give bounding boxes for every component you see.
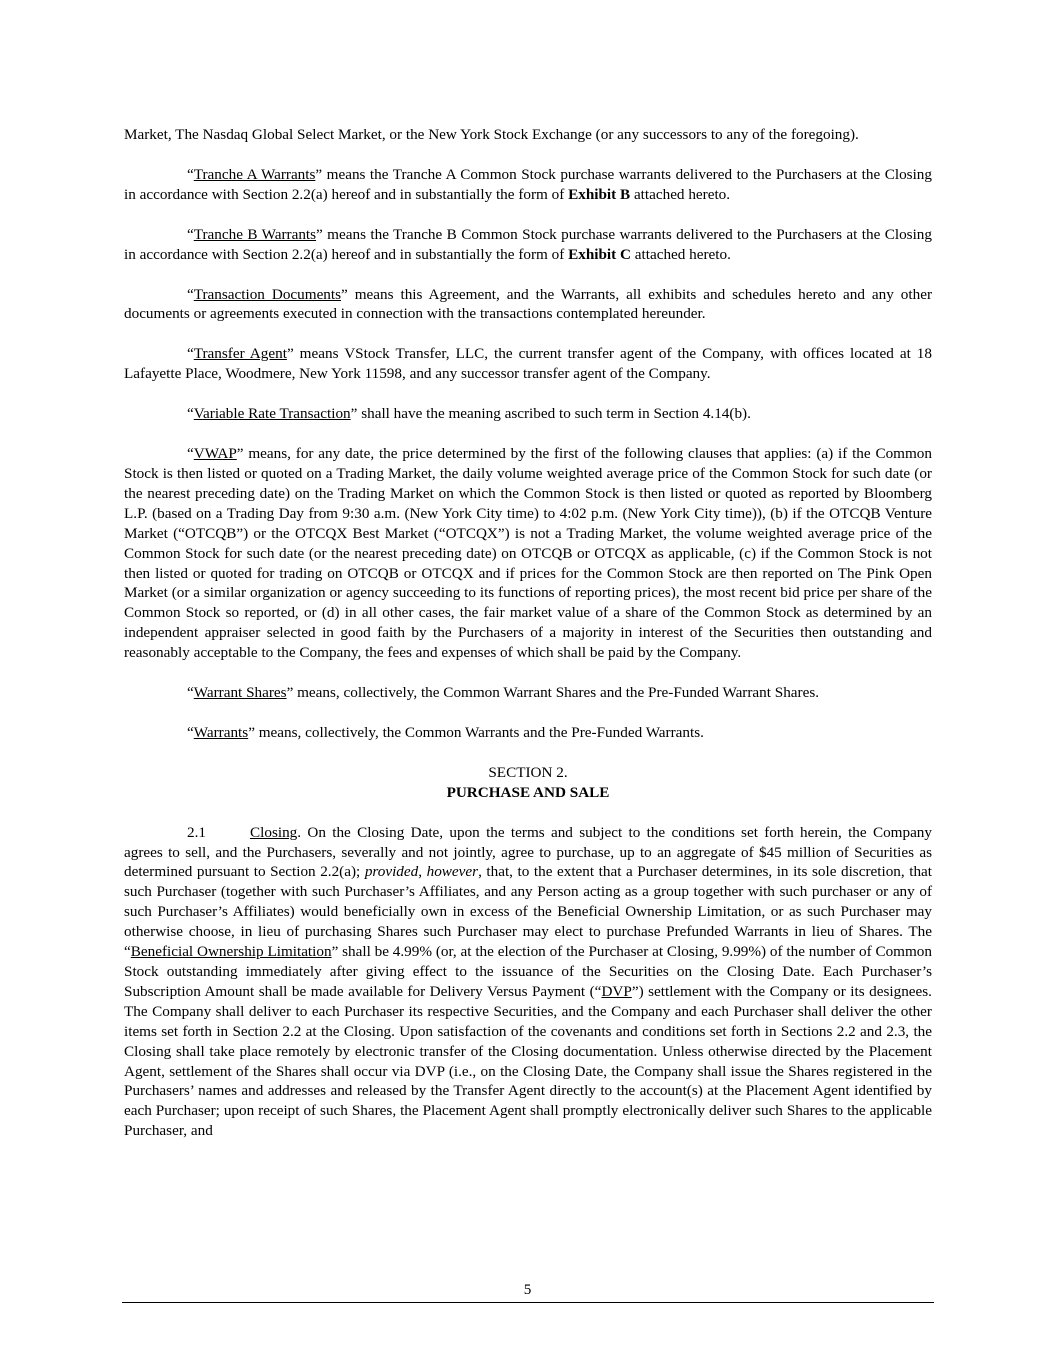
definition-vwap: “VWAP” means, for any date, the price determined by the first of the following clauses that applies: (a) if the Common Stock is then listed or quoted on a Trading Market, the daily volume weighted average price of the Common Stock for such date (or the nearest preceding date) on the Trading Market on which the Common Stock is then listed or quoted as reported by Bloomberg L.P. (based on a Trading Day from 9:30 a.m. (New York City time) to 4:02 p.m. (New York City time)), (b) if the OTCQB Venture Market (“OTCQB”) or the OTCQX Best Market (“OTCQX”) is not a Trading Market, the volume weighted average price of the Common Stock for such date (or the nearest preceding date) on OTCQB or OTCQX as applicable, (c) if the Common Stock is not then listed or quoted for trading on OTCQB or OTCQX and if prices for the Common Stock are then reported on The Pink Open Market (or a similar organization or agency succeeding to its functions of reporting prices), the most recent bid price per share of the Common Stock so reported, or (d) in all other cases, the fair market value of a share of the Common Stock as determined by an independent appraiser selected in good faith by the Purchasers of a majority in interest of the Securities then outstanding and reasonably acceptable to the Company, the fees and expenses of which shall be paid by the Company. [124,445,932,662]
exhibit-reference: Exhibit B [568,185,631,203]
defined-term: Warrant Shares [193,684,287,702]
defined-term: Tranche A Warrants [193,165,316,183]
defined-term: Tranche B Warrants [193,225,317,243]
definition-variable-rate-transaction: “Variable Rate Transaction” shall have the meaning ascribed to such term in Section 4.14(b). [187,405,751,423]
defined-term: DVP [601,982,632,1000]
definition-tranche-a-warrants: “Tranche A Warrants” means the Tranche A Common Stock purchase warrants delivered to the Purchasers at the Closing in accordance with Section 2.2(a) hereof and in substantially the form of Exhibit B attached hereto. [124,165,932,203]
clause-number: 2.1 [187,823,206,841]
defined-term: Warrants [193,723,249,741]
definition-transaction-documents: “Transaction Documents” means this Agreement, and the Warrants, all exhibits and schedules hereto and any other documents or agreements executed in connection with the transactions contemplated hereunder. [124,285,932,323]
defined-term: Variable Rate Transaction [193,405,351,423]
defined-term: Transfer Agent [193,345,287,363]
continuation-paragraph: Market, The Nasdaq Global Select Market, or the New York Stock Exchange (or any successors to any of the foregoing). [124,126,859,143]
document-page [124,125,932,1161]
section-heading [124,763,932,803]
section-title: PURCHASE AND SALE [446,783,610,801]
defined-term: Beneficial Ownership Limitation [130,943,332,961]
section-number: SECTION 2. [488,763,568,781]
defined-term: Transaction Documents [193,285,342,303]
definition-warrants: “Warrants” means, collectively, the Common Warrants and the Pre-Funded Warrants. [187,723,704,741]
definition-warrant-shares: “Warrant Shares” means, collectively, the Common Warrant Shares and the Pre-Funded Warrant Shares. [187,684,820,702]
definition-transfer-agent: “Transfer Agent” means VStock Transfer, LLC, the current transfer agent of the Company, with offices located at 18 Lafayette Place, Woodmere, New York 11598, and any successor transfer agent of the Company. [124,345,932,383]
exhibit-reference: Exhibit C [568,245,631,263]
defined-term: VWAP [193,445,237,463]
footer-rule [122,1302,934,1303]
page-number: 5 [523,1281,532,1298]
definition-tranche-b-warrants: “Tranche B Warrants” means the Tranche B Common Stock purchase warrants delivered to the Purchasers at the Closing in accordance with Section 2.2(a) hereof and in substantially the form of Exhibit C attached hereto. [124,225,932,263]
clause-2-1-closing: 2.1 Closing. On the Closing Date, upon the terms and subject to the conditions set forth herein, the Company agrees to sell, and the Purchasers, severally and not jointly, agree to purchase, up to an aggregate of $45 million of Securities as determined pursuant to Section 2.2(a); provided, however, that, to the extent that a Purchaser determines, in its sole discretion, that such Purchaser (together with such Purchaser’s Affiliates, and any Person acting as a group together with such purchaser or any of such Purchaser’s Affiliates) would beneficially own in excess of the Beneficial Ownership Limitation, or as such Purchaser may otherwise choose, in lieu of purchasing Shares such Purchaser may elect to purchase Prefunded Warrants in lieu of Shares. The “Beneficial Ownership Limitation” shall be 4.99% (or, at the election of the Purchaser at Closing, 9.99%) of the number of Common Stock outstanding immediately after giving effect to the issuance of the Securities on the Closing Date. Each Purchaser’s Subscription Amount shall be made available for Delivery Versus Payment (“DVP”) settlement with the Company or its designees. The Company shall deliver to each Purchaser its respective Securities, and the Company and each Purchaser shall deliver the other items set forth in Section 2.2 at the Closing. Upon satisfaction of the covenants and conditions set forth in Sections 2.2 and 2.3, the Closing shall take place remotely by electronic transfer of the Closing documentation. Unless otherwise directed by the Placement Agent, settlement of the Shares shall occur via DVP (i.e., on the Closing Date, the Company shall issue the Shares registered in the Purchasers’ names and addresses and released by the Transfer Agent directly to the account(s) at the Placement Agent identified by each Purchaser; upon receipt of such Shares, the Placement Agent shall promptly electronically deliver such Shares to the applicable Purchaser, and [124,823,933,1140]
clause-heading: Closing [250,823,298,841]
